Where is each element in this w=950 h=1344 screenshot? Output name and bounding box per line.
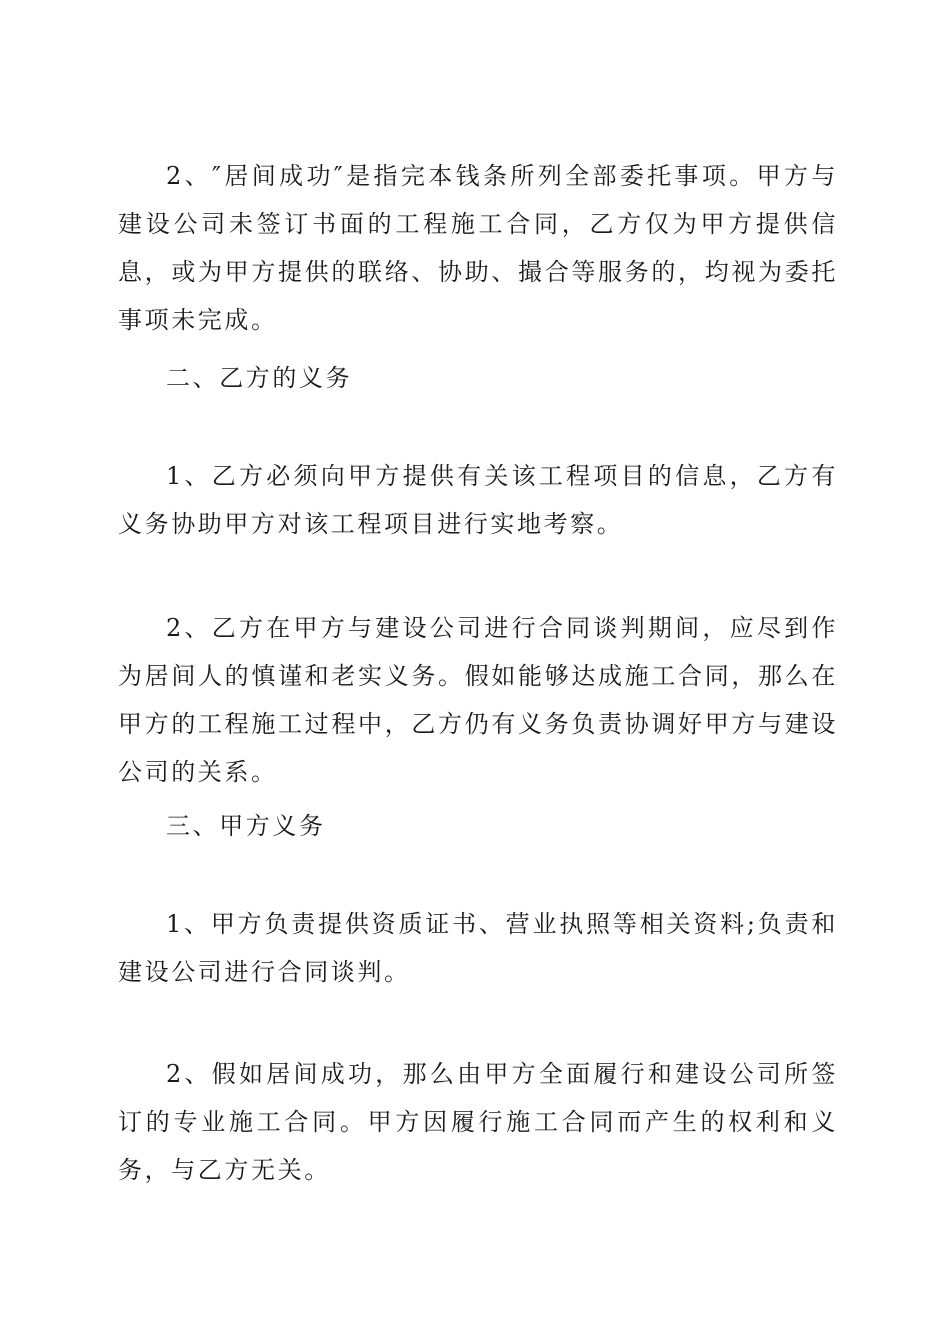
paragraph-party-a-obligation-1: 1、甲方负责提供资质证书、营业执照等相关资料;负责和建设公司进行合同谈判。: [118, 910, 838, 986]
section-heading-party-a-obligations: 三、甲方义务: [166, 812, 326, 840]
paragraph-party-b-obligation-2: 2、乙方在甲方与建设公司进行合同谈判期间，应尽到作为居间人的慎谨和老实义务。假如能够达成施工合同，那么在甲方的工程施工过程中，乙方仍有义务负责协调好甲方与建设公司的关系。: [118, 614, 838, 786]
paragraph-party-b-obligation-1: 1、乙方必须向甲方提供有关该工程项目的信息，乙方有义务协助甲方对该工程项目进行实地考察。: [118, 462, 838, 538]
paragraph-success-definition: 2、″居间成功″是指完本钱条所列全部委托事项。甲方与建设公司未签订书面的工程施工合同，乙方仅为甲方提供信息，或为甲方提供的联络、协助、撮合等服务的，均视为委托事项未完成。: [118, 162, 838, 334]
section-heading-party-b-obligations: 二、乙方的义务: [166, 364, 353, 392]
paragraph-party-a-obligation-2: 2、假如居间成功，那么由甲方全面履行和建设公司所签订的专业施工合同。甲方因履行施工合同而产生的权利和义务，与乙方无关。: [118, 1060, 838, 1184]
